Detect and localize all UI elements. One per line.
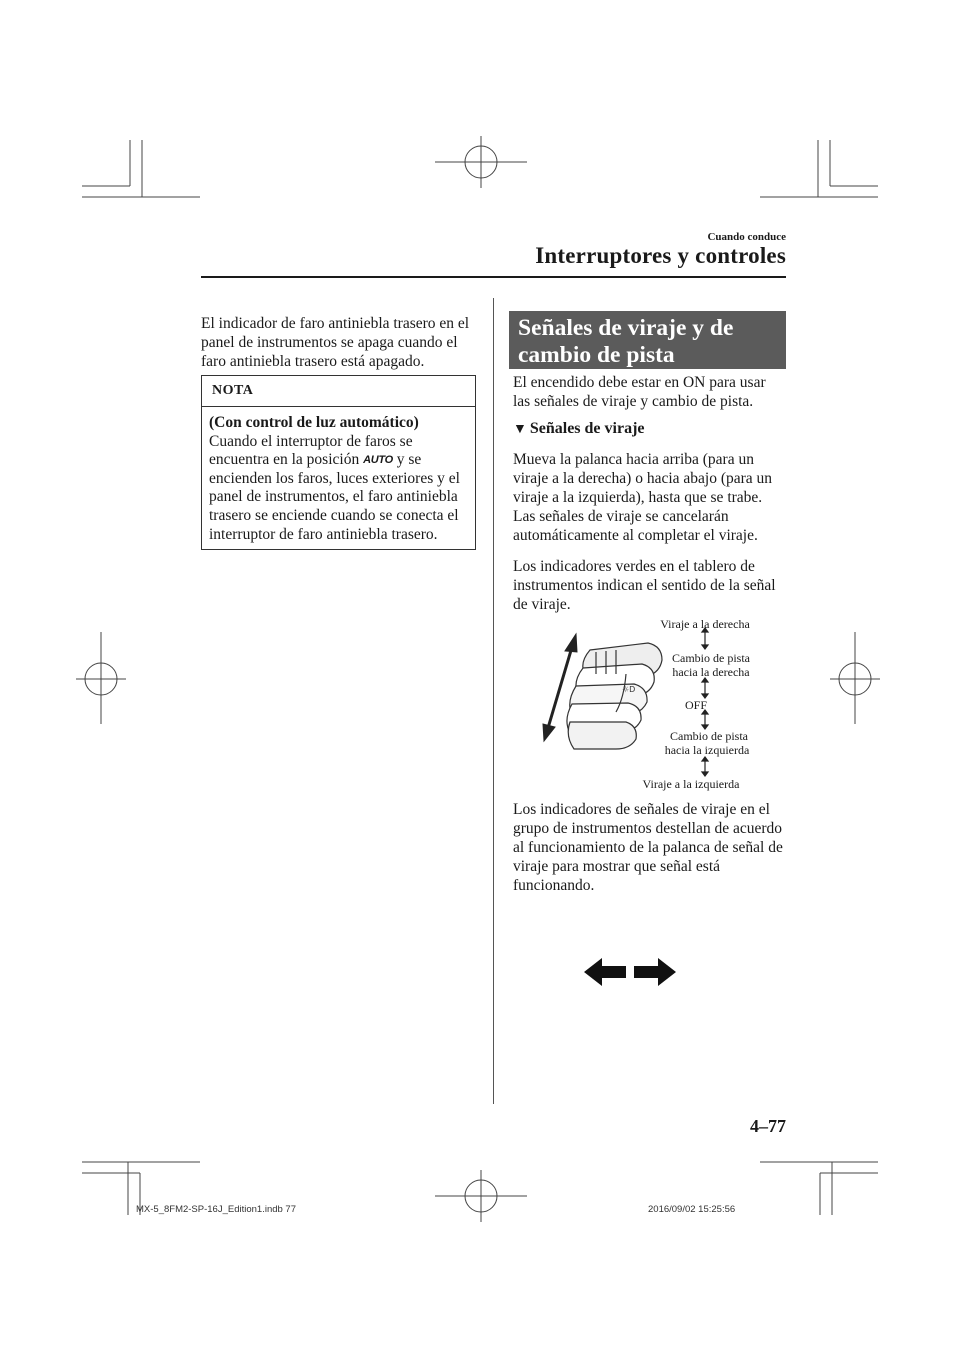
header-rule (201, 276, 786, 278)
note-text-after: y se encienden los faros, luces exteriores y el panel de instrumentos, el faro antiniebla trasero se enciende cuando se conecta el interruptor de faro antiniebla trasero. (209, 451, 460, 543)
section-banner-title: Señales de viraje y de cambio de pista (518, 315, 734, 368)
indicator-flash-paragraph: Los indicadores de señales de viraje en el grupo de instrumentos destellan de acuerdo al funcionamiento de la palanca de señal de viraje para mostrar que señal está funcionando. (513, 801, 783, 894)
note-heading: NOTA (212, 383, 254, 398)
page-number: 4–77 (750, 1116, 786, 1136)
note-header (202, 376, 475, 407)
intro-paragraph: El encendido debe estar en ON para usar las señales de viraje y cambio de pista. (513, 374, 766, 410)
label-right-turn: Viraje a la derecha (660, 617, 750, 631)
note-box (201, 375, 476, 550)
triangle-marker-icon: ▼ (513, 422, 527, 437)
section-label: Cuando conduce (707, 231, 786, 243)
green-indicators-paragraph: Los indicadores verdes en el tablero de instrumentos indican el sentido de la señal de viraje. (513, 558, 776, 613)
svg-text:☼D: ☼D (622, 685, 636, 694)
subheading-text: Señales de viraje (529, 420, 645, 437)
label-lane-change-left-line1: Cambio de pista (670, 729, 748, 743)
page-title: Interruptores y controles (535, 243, 786, 268)
footer-file-name: MX-5_8FM2-SP-16J_Edition1.indb 77 (136, 1204, 297, 1215)
auto-position-badge: AUTO (363, 454, 393, 467)
note-body (209, 414, 471, 544)
lever-instructions-paragraph: Mueva la palanca hacia arriba (para un viraje a la derecha) o hacia abajo (para un viraje a la izquierda), hasta que se trabe. Las señales de viraje se cancelarán automáticamente al completar el viraje. (513, 451, 773, 544)
label-lane-change-right-line1: Cambio de pista (672, 651, 750, 665)
forward-arrow-icon[interactable] (632, 956, 678, 988)
label-lane-change-left-line2: hacia la izquierda (664, 743, 750, 757)
label-left-turn: Viraje a la izquierda (642, 777, 740, 791)
footer-timestamp: 2016/09/02 15:25:56 (648, 1204, 736, 1215)
note-text-before: Cuando el interruptor de faros se encuentra en la posición (209, 432, 413, 469)
column-divider (493, 298, 494, 1104)
section-banner (509, 311, 786, 369)
page-navigation (582, 956, 678, 988)
turn-signal-lever-figure (530, 612, 780, 797)
note-subheading: (Con control de luz automático) (209, 414, 419, 431)
lever-icon (567, 643, 662, 749)
label-lane-change-right-line2: hacia la derecha (672, 665, 750, 679)
turn-signals-subheading (513, 420, 786, 438)
back-arrow-icon[interactable] (582, 956, 628, 988)
rear-fog-paragraph: El indicador de faro antiniebla trasero en el panel de instrumentos se apaga cuando el faro antiniebla trasero está apagado. (201, 315, 470, 370)
label-off: OFF (684, 698, 707, 712)
